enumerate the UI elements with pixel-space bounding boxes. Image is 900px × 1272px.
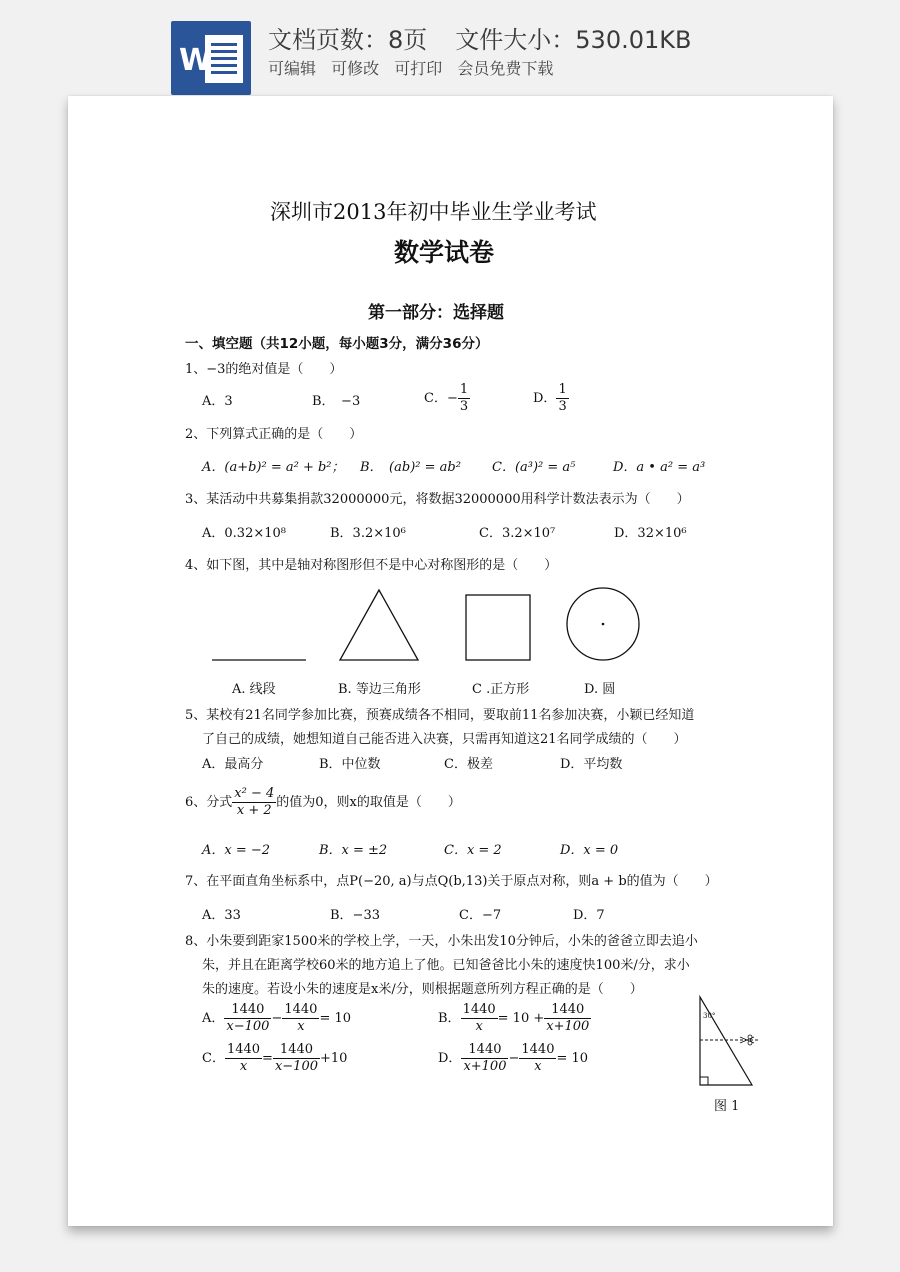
q8-option-b: B． $\frac{1440}{x}$ = 10 + $\frac{1440}{x+100}$ [438,1002,590,1034]
q5-option-b: B．中位数 [319,757,381,772]
q5-option-a: A．最高分 [202,757,264,772]
q3-option-c: C．3.2×10⁷ [479,526,556,541]
exam-subtitle: 数学试卷 [394,238,495,267]
q7-option-a: A．33 [202,908,241,923]
feature-free-download: 会员免费下载 [457,59,554,78]
question-6: 6、分式 $\frac{\text{x² − 4}}{x + 2}$ 的值为0，则x的取值是（ ） [185,786,461,818]
q4-label-b: B. 等边三角形 [338,682,421,697]
question-8-line-2: 朱，并且在距离学校60米的地方追上了他。已知爸爸比小朱的速度快100米/分，求小 [202,958,690,973]
feature-list [268,56,563,79]
figure-1-caption: 图 1 [714,1099,740,1114]
question-4: 4、如下图，其中是轴对称图形但不是中心对称图形的是（ ） [185,558,558,573]
q1-option-d: D． $\frac{1}{3}$ [533,382,567,414]
q3-option-d: D．32×10⁶ [614,526,687,541]
q2-option-d: D．a • a² = a³ [613,460,706,475]
q6-option-b: B．x = ±2 [319,843,388,858]
file-size: 文件大小：530.01KB [455,26,692,54]
q4-label-a: A. 线段 [232,682,276,697]
word-icon-letter: W [179,43,213,78]
file-info-title [268,20,691,55]
question-5-line-2: 了自己的成绩，她想知道自己能否进入决赛，只需再知道这21名同学成绩的（ ） [202,732,687,747]
q8-option-d: D． $\frac{1440}{x+100}$ − $\frac{1440}{x}$ = 10 [438,1042,589,1074]
q6-option-d: D．x = 0 [560,843,619,858]
triangle-figure [340,590,418,660]
page-count: 文档页数：8页 [268,26,428,54]
feature-editable: 可编辑 [268,59,317,78]
q1-option-a: A．3 [202,394,233,409]
section-heading: 一、填空题（共12小题，每小题3分，满分36分） [185,336,489,352]
part-heading: 第一部分：选择题 [368,303,504,323]
q5-option-d: D．平均数 [560,757,623,772]
q4-figures [208,586,648,666]
document-page [68,96,833,1226]
question-3: 3、某活动中共募集捐款32000000元，将数据32000000用科学计数法表示为（ ） [185,492,690,507]
feature-modifiable: 可修改 [331,59,380,78]
q4-label-c: C .正方形 [472,682,530,697]
q8-option-c: C． $\frac{1440}{x}$ = $\frac{1440}{x-100}$ +10 [202,1042,348,1074]
q1-option-c: C．− $\frac{1}{3}$ [424,382,469,414]
q2-option-c: C．(a³)² = a⁵ [492,460,576,475]
q8-option-a: A． $\frac{1440}{x-100}$ − $\frac{1440}{x}$ = 10 [202,1002,352,1034]
word-document-icon [171,21,251,95]
q7-option-d: D．7 [573,908,605,923]
square-figure [466,595,530,660]
header-banner [0,0,900,96]
q7-option-c: C．−7 [459,908,502,923]
feature-printable: 可打印 [394,59,443,78]
question-2: 2、下列算式正确的是（ ） [185,427,363,442]
q7-option-b: B．−33 [330,908,380,923]
q5-option-c: C．极差 [444,757,493,772]
circle-center-dot [602,623,605,626]
question-8-line-1: 8、小朱要到距家1500米的学校上学，一天，小朱出发10分钟后，小朱的爸爸立即去追小 [185,934,698,949]
q2-option-a: A．(a+b)² = a² + b²； [202,460,345,475]
question-8-line-3: 朱的速度。若设小朱的速度是x米/分，则根据题意所列方程正确的是（ ） [202,982,643,997]
q3-option-b: B．3.2×10⁶ [330,526,406,541]
q3-option-a: A．0.32×10⁸ [202,526,286,541]
exam-title: 深圳市2013年初中毕业生学业考试 [270,200,597,224]
question-1: 1、−3的绝对值是（ ） [185,362,343,377]
q6-option-a: A．x = −2 [202,843,271,858]
q4-label-d: D. 圆 [584,682,616,697]
question-7: 7、在平面直角坐标系中，点P(−20, a)与点Q(b,13)关于原点对称，则a + b的值为（ ） [185,874,718,889]
figure-1-triangle [694,993,764,1089]
q6-option-c: C．x = 2 [444,843,502,858]
question-5-line-1: 5、某校有21名同学参加比赛，预赛成绩各不相同，要取前11名参加决赛，小颖已经知道 [185,708,695,723]
q2-option-b: B． (ab)² = ab² [360,460,461,475]
figure-angle-label: 30° [703,1012,716,1020]
q1-option-b: B． −3 [312,394,361,409]
